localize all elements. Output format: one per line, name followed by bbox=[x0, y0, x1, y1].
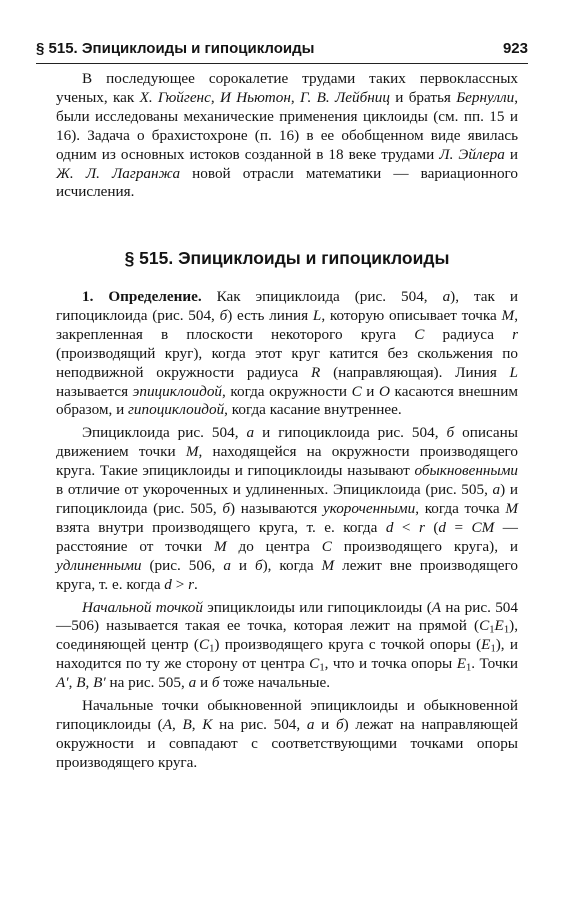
intro-text bbox=[56, 70, 518, 202]
person-name: Х. Гюйгенс bbox=[139, 88, 211, 106]
running-header bbox=[36, 38, 528, 60]
person-name: Ж. Л. Лагранжа bbox=[56, 164, 181, 182]
person-name: Бернулли bbox=[456, 88, 515, 106]
person-name: Г. В. Лейбниц bbox=[300, 88, 390, 106]
person-name: Л. Эйлера bbox=[439, 145, 505, 163]
person-name: И Ньютон bbox=[219, 88, 291, 106]
intro-paragraph: В последующее сорокалетие трудами таких первоклассных ученых, как Х. Гюйгенс, И Ньютон, Г. В. Лейбниц и братья Бернулли, были исследованы механические применения циклоиды (см. пп. 15 и 16). Задача о брахистохроне (п. 16) в ее обобщенном виде явилась одним из основных истоков созданной в 18 веке трудами Л. Эйлера и Ж. Л. Лагранжа новой отрасли математики — вариационного исчисления. bbox=[56, 70, 519, 201]
ordinary-curves-paragraph: Эпициклоида рис. 504, а и гипоциклоида рис. 504, б описаны движением точки M, находящейся на окружности производящего круга. Такие эпициклоиды и гипоциклоиды называют обыкновенными в отличие от укороченных и удлиненных. Эпициклоида (рис. 505, а) и гипоциклоида (рис. 505, б) называются укороченными, когда точка M взята внутри производящего круга, т. е. когда d < r (d = CM — расстояние от точки M до центра C производящего круга), и удлиненными (рис. 506, а и б), когда M лежит вне производящего круга, т. е. когда d > r. bbox=[56, 424, 519, 593]
section-body bbox=[56, 288, 518, 773]
run-in-heading: 1. Определение. bbox=[82, 288, 202, 305]
initial-point-paragraph: Начальной точкой эпициклоиды или гипоциклоиды (A на рис. 504—506) называется такая ее точка, которая лежит на прямой $(C_1E_1)$, соединяющей центр $(C_1)$ производящего круга с точкой опоры $(E_1)$, и находится по ту же сторону от центра $C_1$, что и точка опоры $E_1$. Точки A′, B, B′ на рис. 505, а и б тоже начальные. bbox=[56, 598, 519, 692]
running-title: § 515. Эпициклоиды и гипоциклоиды bbox=[36, 40, 315, 57]
page-number: 923 bbox=[502, 40, 528, 57]
section-heading: § 515. Эпициклоиды и гипоциклоиды bbox=[124, 248, 450, 268]
header-rule bbox=[36, 63, 528, 64]
definition-paragraph: 1. Определение. Как эпициклоида (рис. 504, а), так и гипоциклоида (рис. 504, б) есть линия L, которую описывает точка M, закрепленная в плоскости некоторого круга C радиуса r (производящий круг), когда этот круг катится без скольжения по неподвижной окружности радиуса R (направляющая). Линия L называется эпициклоидой, когда окружности C и O касаются внешним образом, и гипоциклоидой, когда касание внутреннее. bbox=[56, 288, 518, 419]
initial-points-ordinary-paragraph: Начальные точки обыкновенной эпициклоиды и обыкновенной гипоциклоиды (A, B, K на рис. 504, а и б) лежат на направляющей окружности и совпадают с соответствующими точками опоры производящего круга. bbox=[56, 697, 518, 771]
